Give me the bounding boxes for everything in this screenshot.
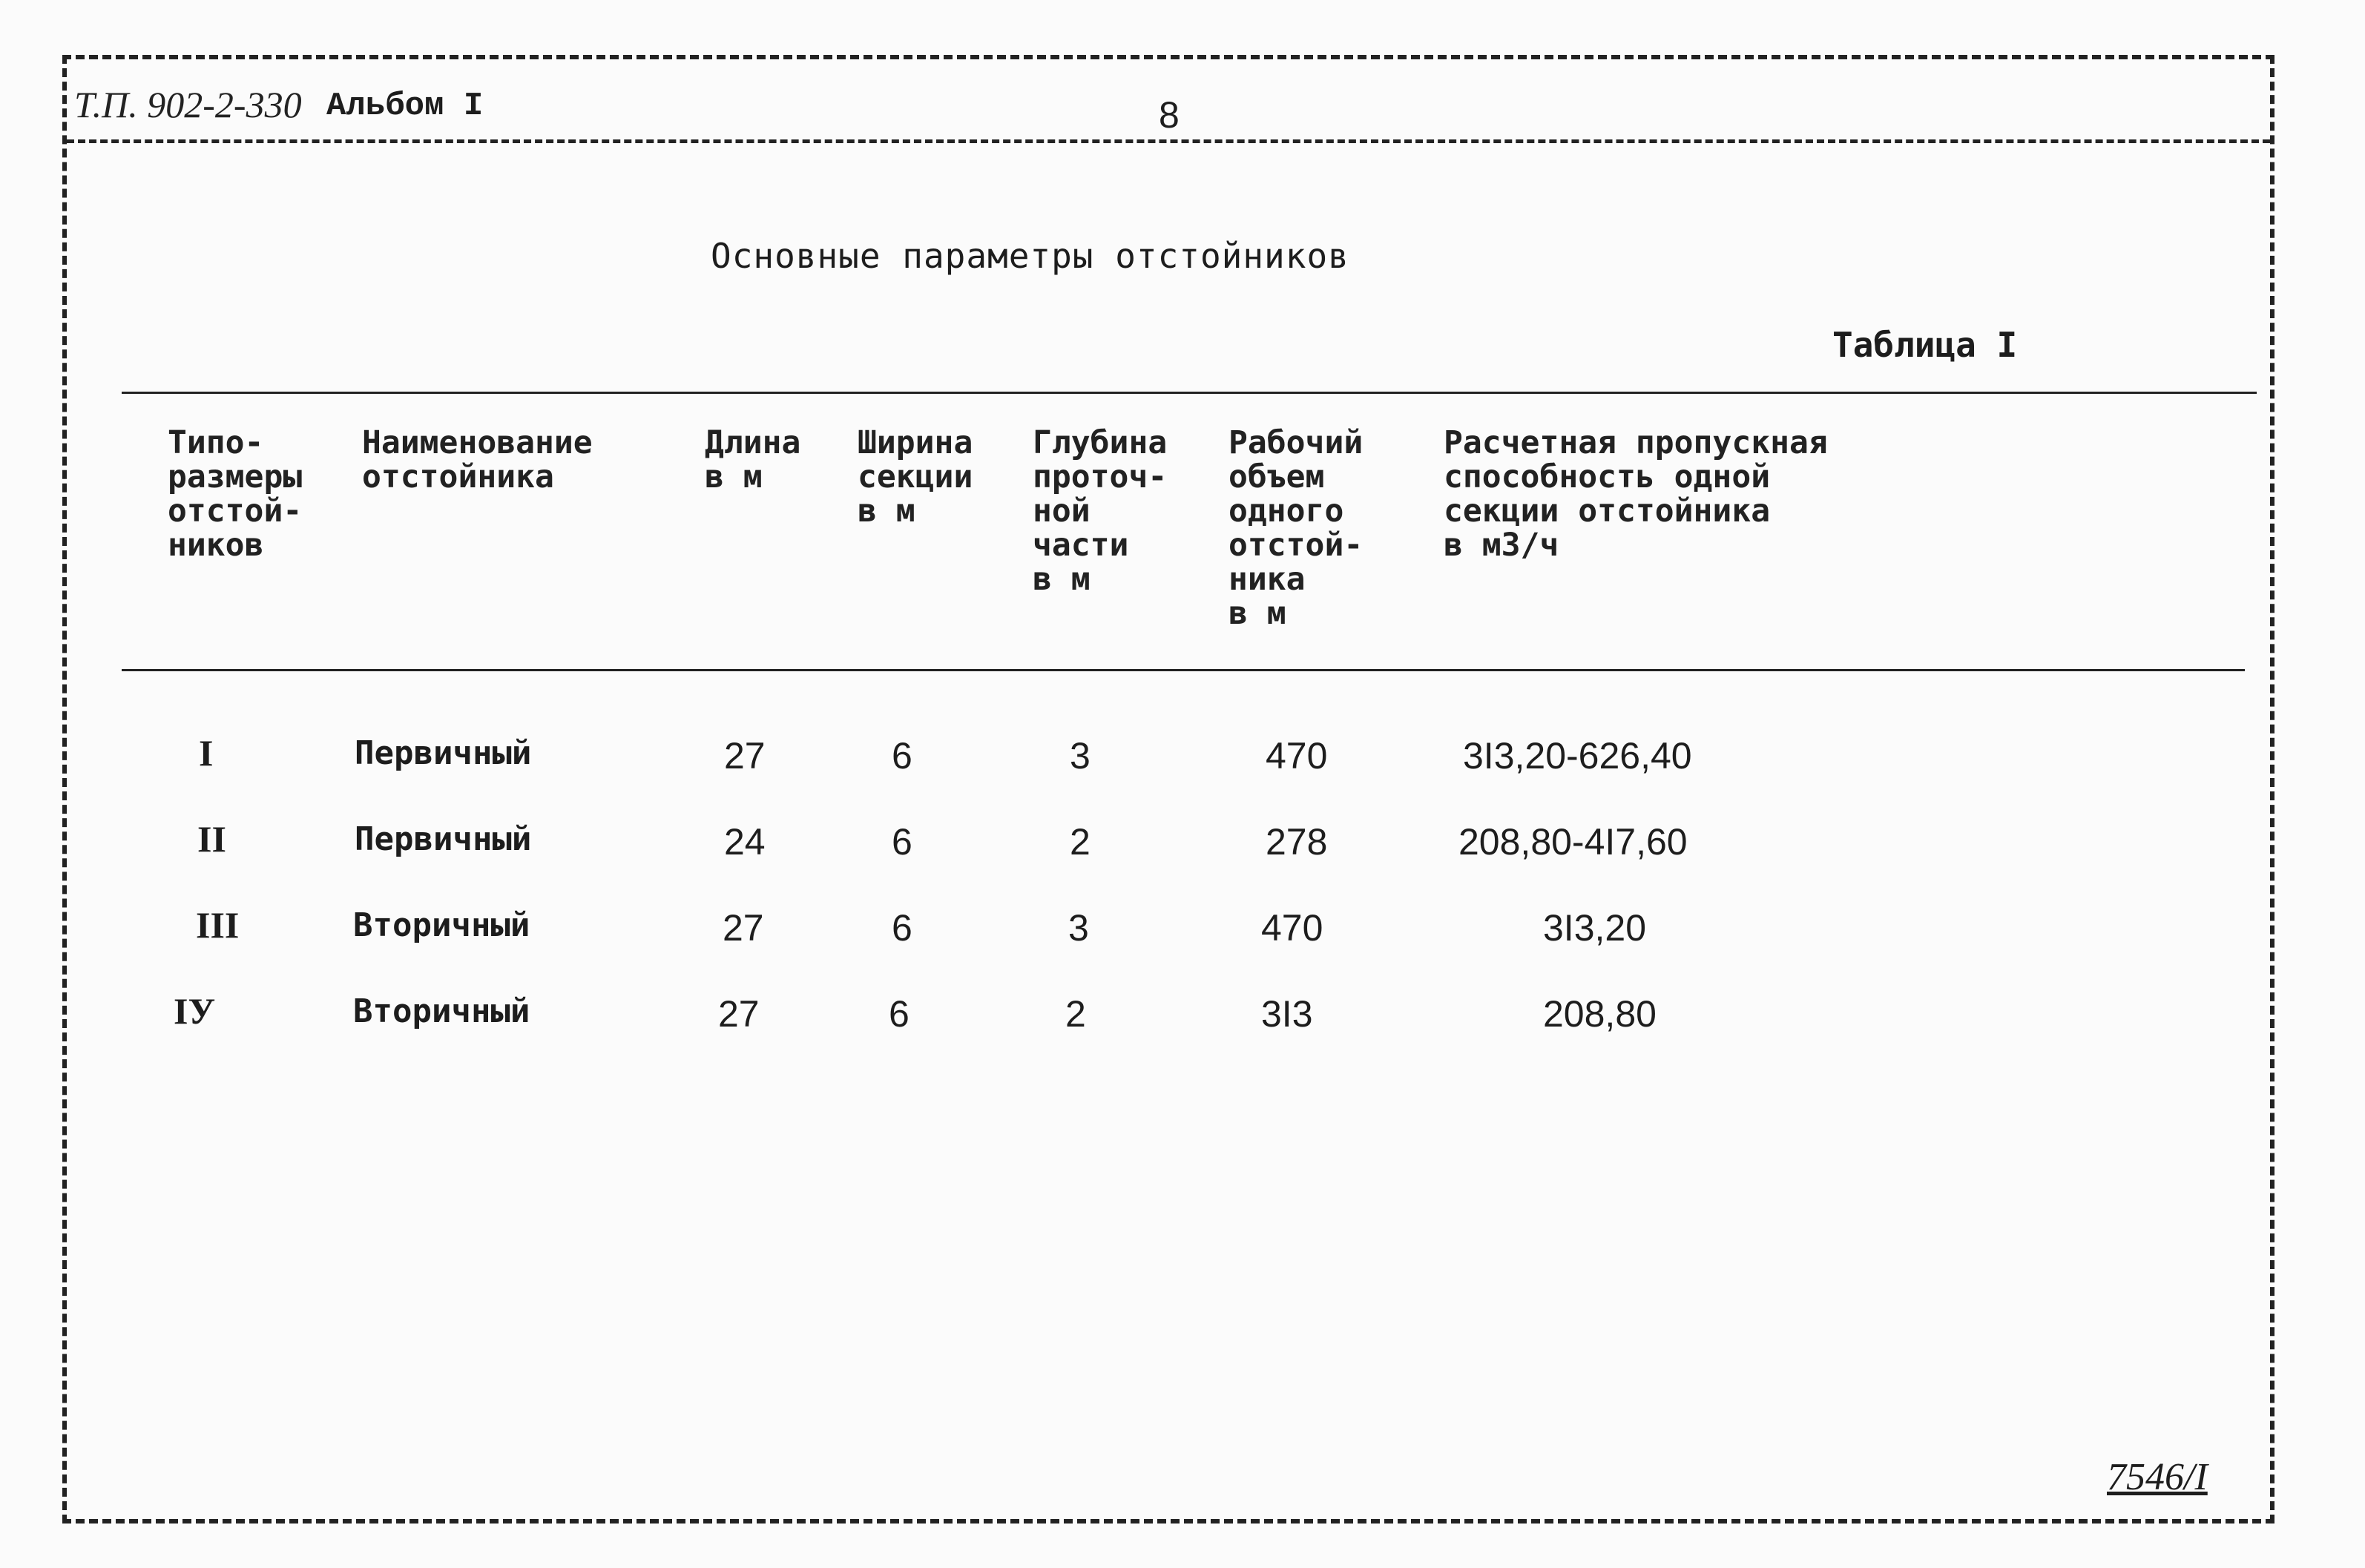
row-3-type: III bbox=[196, 904, 240, 946]
row-4-name: Вторичный bbox=[353, 992, 530, 1030]
row-2-name: Первичный bbox=[355, 820, 532, 858]
row-4-volume: 3I3 bbox=[1261, 993, 1313, 1035]
row-1-name: Первичный bbox=[355, 734, 532, 772]
column-header-length: Длина в м bbox=[705, 424, 801, 495]
document-code: Т.П. 902-2-330 bbox=[74, 84, 302, 125]
row-1-capacity: 3I3,20-626,40 bbox=[1463, 735, 1692, 777]
table-header-rule bbox=[122, 669, 2245, 671]
page-number: 8 bbox=[1159, 94, 1180, 136]
row-3-width: 6 bbox=[892, 907, 912, 949]
row-3-depth: 3 bbox=[1068, 907, 1089, 949]
row-2-capacity: 208,80-4I7,60 bbox=[1458, 821, 1688, 863]
column-header-type: Типо- размеры отстой- ников bbox=[168, 424, 303, 564]
row-4-length: 27 bbox=[718, 993, 760, 1035]
row-2-depth: 2 bbox=[1070, 821, 1091, 863]
row-4-width: 6 bbox=[889, 993, 910, 1035]
column-header-depth: Глубина проточ- ной части в м bbox=[1033, 424, 1168, 598]
table-top-rule bbox=[122, 392, 2257, 394]
row-4-capacity: 208,80 bbox=[1543, 993, 1657, 1035]
column-header-width: Ширина секции в м bbox=[858, 424, 973, 530]
row-3-volume: 470 bbox=[1261, 907, 1323, 949]
row-3-length: 27 bbox=[723, 907, 764, 949]
row-2-type: II bbox=[197, 818, 226, 860]
archive-stamp: 7546/I bbox=[2107, 1456, 2208, 1498]
column-header-volume: Рабочий объем одного отстой- ника в м bbox=[1228, 424, 1364, 632]
row-1-volume: 470 bbox=[1266, 735, 1328, 777]
row-1-width: 6 bbox=[892, 735, 912, 777]
header-divider bbox=[67, 139, 2270, 143]
row-1-depth: 3 bbox=[1070, 735, 1091, 777]
column-header-name: Наименование отстойника bbox=[362, 424, 593, 495]
row-2-length: 24 bbox=[724, 821, 766, 863]
row-1-length: 27 bbox=[724, 735, 766, 777]
column-header-capacity: Расчетная пропускная способность одной секции отстойника в м3/ч bbox=[1444, 424, 1828, 564]
row-2-width: 6 bbox=[892, 821, 912, 863]
row-4-depth: 2 bbox=[1065, 993, 1086, 1035]
row-3-capacity: 3I3,20 bbox=[1543, 907, 1647, 949]
page-title: Основные параметры отстойников bbox=[711, 236, 1349, 276]
row-2-volume: 278 bbox=[1266, 821, 1328, 863]
row-4-type: IУ bbox=[174, 990, 216, 1032]
row-3-name: Вторичный bbox=[353, 906, 530, 944]
table-label: Таблица I bbox=[1832, 325, 2018, 365]
row-1-type: I bbox=[199, 732, 214, 774]
album-label: Альбом I bbox=[326, 88, 484, 125]
